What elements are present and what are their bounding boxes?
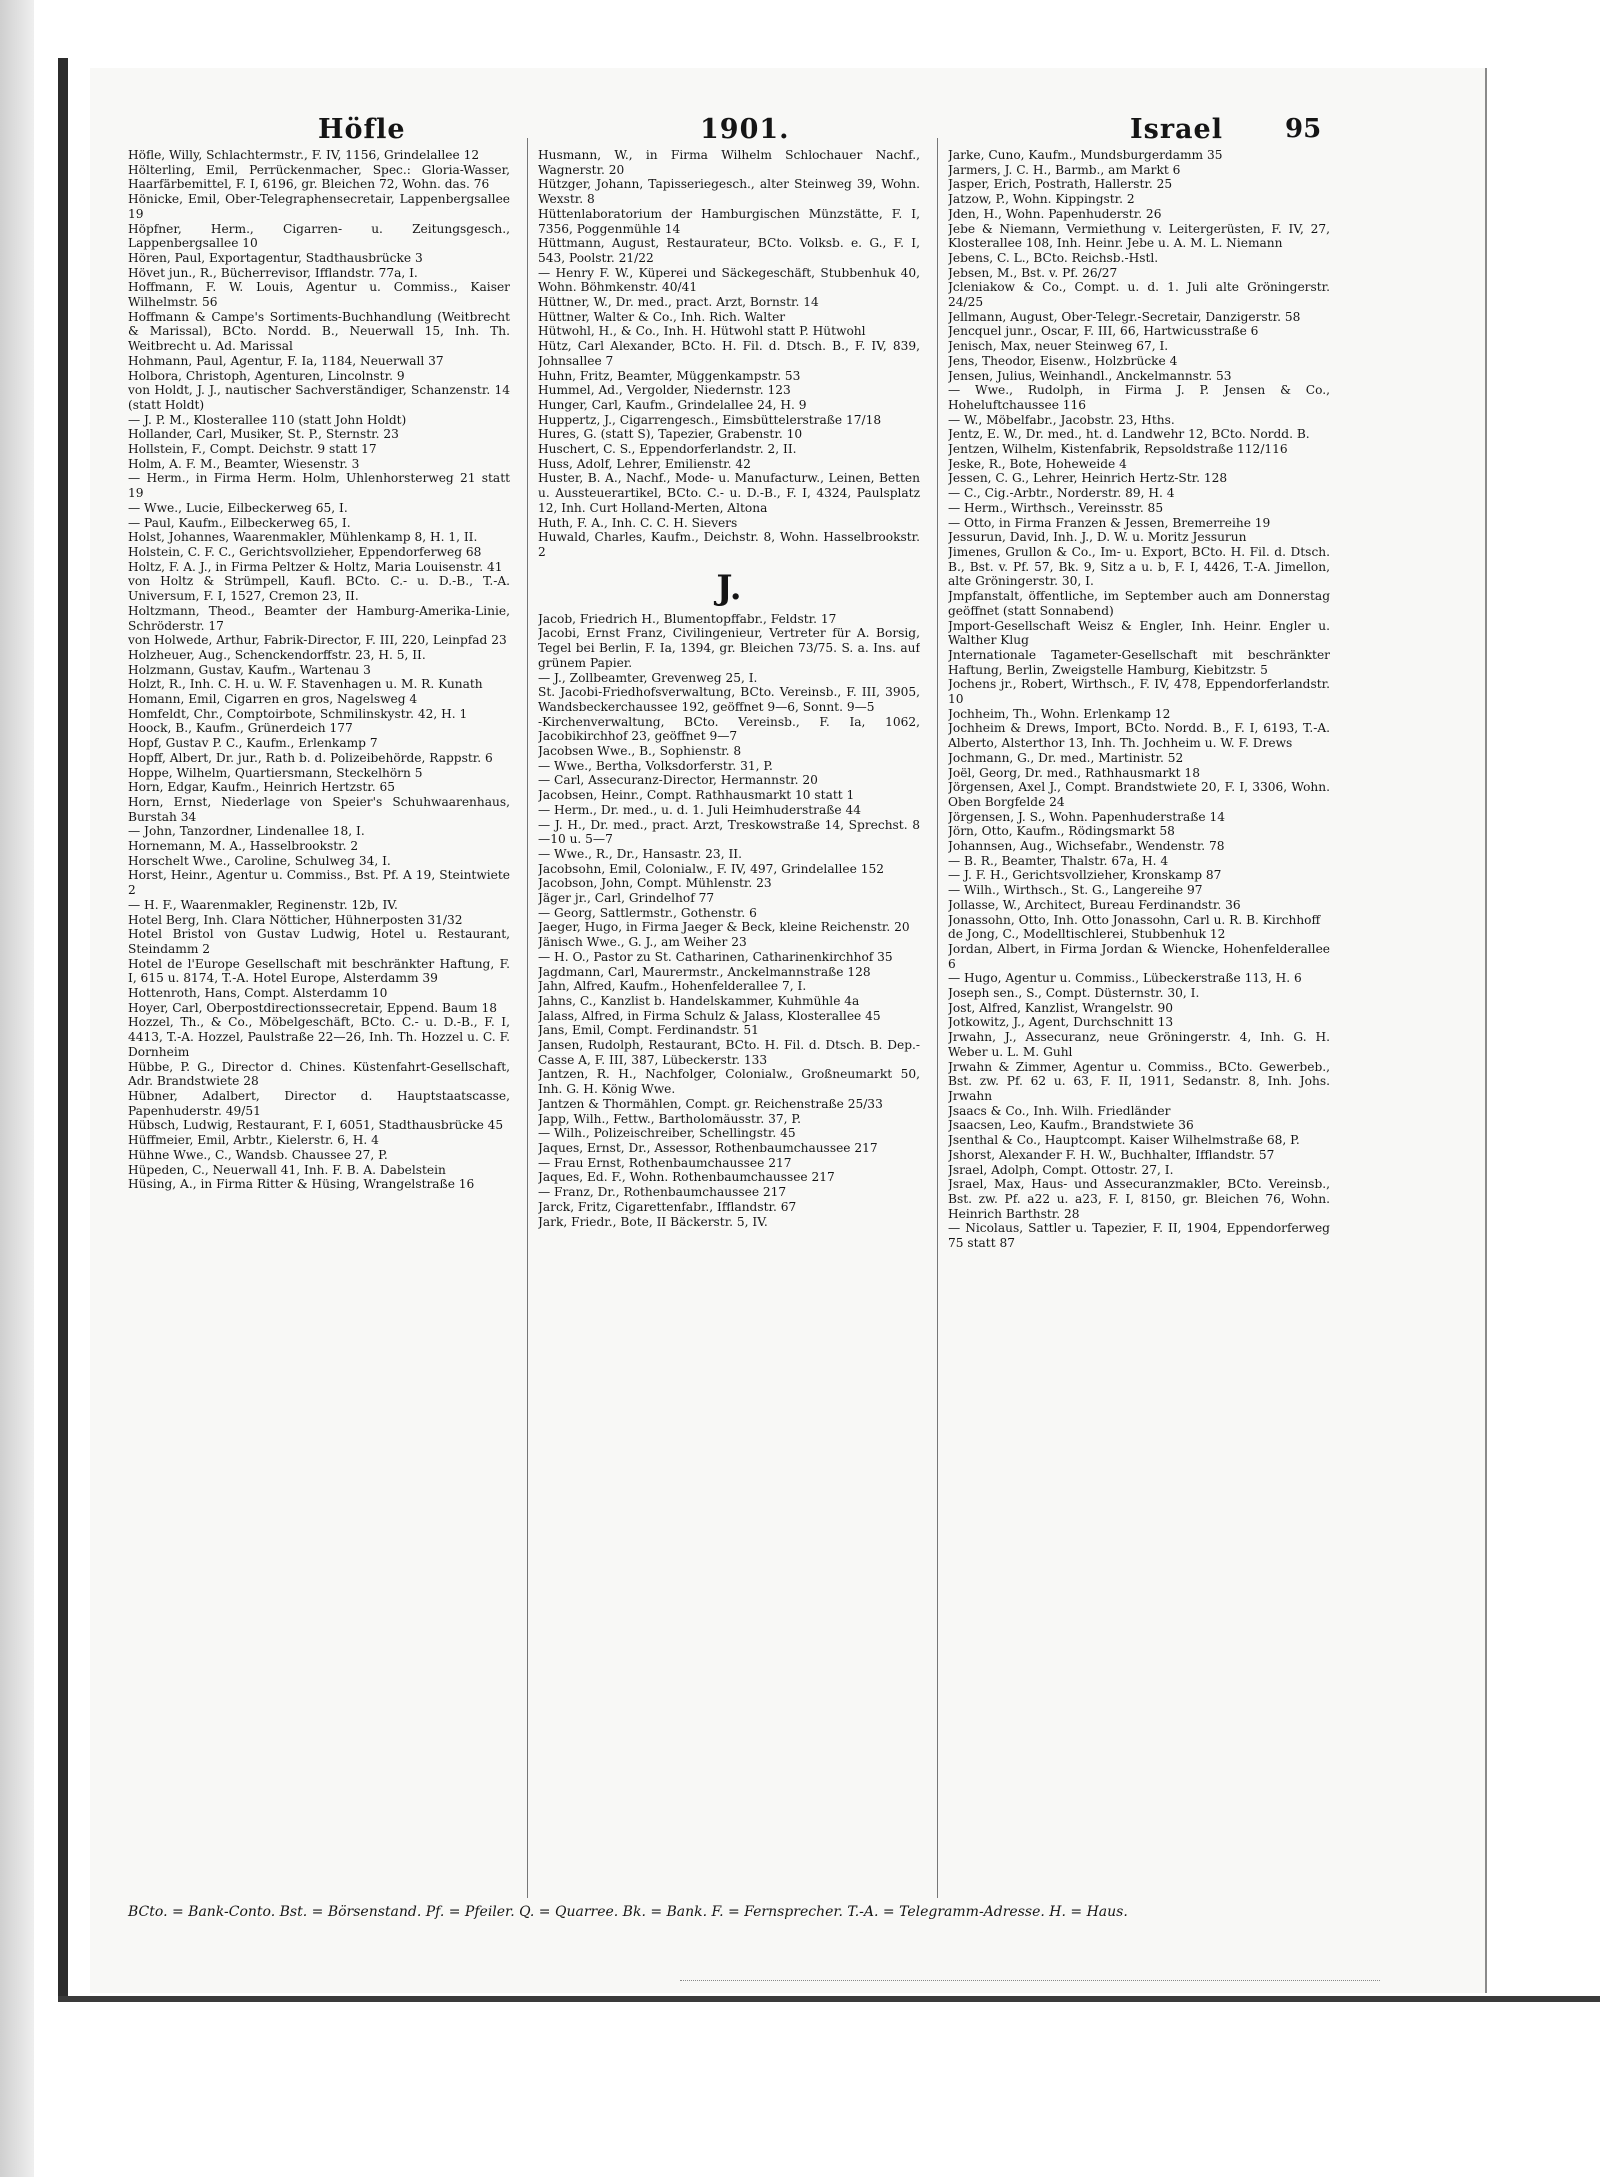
directory-entry: Huster, B. A., Nachf., Mode- u. Manufacturw., Leinen, Betten u. Aussteuerartikel, BCto. C.- u. D.-B., F. I, 4324, Paulsplatz 12, Inh. Curt Holland-Merten, Altona xyxy=(538,471,920,515)
directory-entry: — Herm., Wirthsch., Vereinsstr. 85 xyxy=(948,500,1164,515)
directory-entry: Jörgensen, J. S., Wohn. Papenhuderstraße 14 xyxy=(948,809,1225,824)
directory-entry: Hoffmann & Campe's Sortiments-Buchhandlung (Weitbrecht & Marissal), BCto. Nordd. B., Neuerwall 15, Inh. Th. Weitbrecht u. Ad. Marissal xyxy=(128,309,510,354)
directory-entry: Hüttmann, August, Restaurateur, BCto. Volksb. e. G., F. I, 543, Poolstr. 21/22 xyxy=(538,236,920,265)
directory-entry: Jebens, C. L., BCto. Reichsb.-Hstl. xyxy=(948,250,1159,265)
running-head-right: Israel xyxy=(1130,114,1223,145)
directory-entry: Hüttner, Walter & Co., Inh. Rich. Walter xyxy=(538,309,786,324)
directory-entry: Holbora, Christoph, Agenturen, Lincolnstr. 9 xyxy=(128,368,405,383)
directory-entry: Jaques, Ed. F., Wohn. Rothenbaumchaussee 217 xyxy=(538,1170,835,1185)
directory-entry: Hüsing, A., in Firma Ritter & Hüsing, Wrangelstraße 16 xyxy=(128,1177,475,1192)
directory-entry: Jark, Friedr., Bote, II Bäckerstr. 5, IV. xyxy=(538,1214,768,1229)
directory-entry: Jebsen, M., Bst. v. Pf. 26/27 xyxy=(948,265,1118,280)
directory-entry: Jmport-Gesellschaft Weisz & Engler, Inh. Heinr. Engler u. Walther Klug xyxy=(948,618,1330,648)
directory-entry: Jeske, R., Bote, Hoheweide 4 xyxy=(948,456,1127,471)
directory-entry: — Georg, Sattlermstr., Gothenstr. 6 xyxy=(538,905,757,920)
directory-entry: Hollander, Carl, Musiker, St. P., Sternstr. 23 xyxy=(128,427,399,442)
directory-entry: — Franz, Dr., Rothenbaumchaussee 217 xyxy=(538,1185,787,1200)
directory-entry: Jonassohn, Otto, Inh. Otto Jonassohn, Carl u. R. B. Kirchhoff xyxy=(948,912,1321,927)
directory-entry: Höfle, Willy, Schlachtermstr., F. IV, 1156, Grindelallee 12 xyxy=(128,148,480,162)
directory-entry: Jencquel junr., Oscar, F. III, 66, Hartwicusstraße 6 xyxy=(948,324,1259,339)
directory-entry: Jalass, Alfred, in Firma Schulz & Jalass, Klosterallee 45 xyxy=(538,1008,881,1023)
directory-entry: Hopff, Albert, Dr. jur., Rath b. d. Polizeibehörde, Rappstr. 6 xyxy=(128,750,493,765)
directory-entry: Horst, Heinr., Agentur u. Commiss., Bst. Pf. A 19, Steintwiete 2 xyxy=(128,868,510,898)
directory-entry: Hoppe, Wilhelm, Quartiersmann, Steckelhörn 5 xyxy=(128,765,423,780)
page-number: 95 xyxy=(1285,114,1322,144)
directory-entry: Jimenes, Grullon & Co., Im- u. Export, BCto. H. Fil. d. Dtsch. B., Bst. v. Pf. 57, Bk. 9, Sitz a u. b, F. I, 4426, T.-A. Jimellon, alte Gröningerstr. 30, I. xyxy=(948,544,1330,589)
directory-entry: Hüttenlaboratorium der Hamburgischen Münzstätte, F. I, 7356, Poggenmühle 14 xyxy=(538,206,920,236)
directory-entry: Hotel Bristol von Gustav Ludwig, Hotel u. Restaurant, Steindamm 2 xyxy=(128,927,510,956)
directory-entry: Jansen, Rudolph, Restaurant, BCto. H. Fil. d. Dtsch. B. Dep.-Casse A, F. III, 387, Lübeckerstr. 133 xyxy=(538,1038,920,1067)
directory-entry: Johannsen, Aug., Wichsefabr., Wendenstr. 78 xyxy=(948,839,1225,854)
directory-entry: Joseph sen., S., Compt. Düsternstr. 30, I. xyxy=(948,986,1200,1001)
directory-entry: Jantzen, R. H., Nachfolger, Colonialw., Großneumarkt 50, Inh. G. H. König Wwe. xyxy=(538,1067,920,1097)
directory-entry: — Paul, Kaufm., Eilbeckerweg 65, I. xyxy=(128,515,351,530)
directory-column-2 xyxy=(538,148,920,1888)
directory-entry: Jäger jr., Carl, Grindelhof 77 xyxy=(538,891,715,906)
directory-entry: Jsrael, Adolph, Compt. Ottostr. 27, I. xyxy=(948,1162,1174,1177)
running-head-year: 1901. xyxy=(700,114,790,145)
directory-entry: de Jong, C., Modelltischlerei, Stubbenhuk 12 xyxy=(948,927,1226,942)
directory-entry: Hopf, Gustav P. C., Kaufm., Erlenkamp 7 xyxy=(128,736,378,751)
directory-entry: Hövet jun., R., Bücherrevisor, Ifflandstr. 77a, I. xyxy=(128,265,418,280)
directory-entry: Jacobi, Ernst Franz, Civilingenieur, Vertreter für A. Borsig, Tegel bei Berlin, F. Ia, 1394, gr. Bleichen 73/75. S. a. Ins. auf grünem Papier. xyxy=(538,626,920,670)
directory-entry: Jahns, C., Kanzlist b. Handelskammer, Kuhmühle 4a xyxy=(538,993,860,1008)
directory-entry: Jens, Theodor, Eisenw., Holzbrücke 4 xyxy=(948,353,1178,368)
directory-entry: — Carl, Assecuranz-Director, Hermannstr. 20 xyxy=(538,773,818,788)
scan-margin xyxy=(0,0,34,2177)
directory-entry: Hornemann, M. A., Hasselbrookstr. 2 xyxy=(128,839,359,854)
directory-entry: Jochens jr., Robert, Wirthsch., F. IV, 478, Eppendorferlandstr. 10 xyxy=(948,677,1330,707)
directory-entry: Jentz, E. W., Dr. med., ht. d. Landwehr 12, BCto. Nordd. B. xyxy=(948,427,1310,442)
directory-entry: Huwald, Charles, Kaufm., Deichstr. 8, Wohn. Hasselbrookstr. 2 xyxy=(538,530,920,559)
directory-entry: St. Jacobi-Friedhofsverwaltung, BCto. Vereinsb., F. III, 3905, Wandsbeckerchaussee 192, geöffnet 9—6, Sonnt. 9—5 xyxy=(538,685,920,714)
directory-entry: Jordan, Albert, in Firma Jordan & Wiencke, Hohenfelderallee 6 xyxy=(948,941,1330,971)
directory-entry: Jacobsen, Heinr., Compt. Rathhausmarkt 10 statt 1 xyxy=(538,788,855,803)
directory-entry: Jarmers, J. C. H., Barmb., am Markt 6 xyxy=(948,162,1181,177)
directory-entry: — Herm., Dr. med., u. d. 1. Juli Heimhuderstraße 44 xyxy=(538,802,861,817)
directory-entry: — Wwe., Rudolph, in Firma J. P. Jensen & Co., Hoheluftchaussee 116 xyxy=(948,383,1330,412)
directory-entry: Jrwahn & Zimmer, Agentur u. Commiss., BCto. Gewerbeb., Bst. zw. Pf. 62 u. 63, F. II, 1911, Sedanstr. 8, Inh. Johs. Jrwahn xyxy=(948,1059,1330,1103)
directory-entry: Hunger, Carl, Kaufm., Grindelallee 24, H. 9 xyxy=(538,397,807,412)
directory-entry: Horschelt Wwe., Caroline, Schulweg 34, I. xyxy=(128,853,391,868)
directory-entry: Jänisch Wwe., G. J., am Weiher 23 xyxy=(538,935,747,950)
directory-entry: — Hugo, Agentur u. Commiss., Lübeckerstraße 113, H. 6 xyxy=(948,971,1302,986)
directory-entry: Hures, G. (statt S), Tapezier, Grabenstr. 10 xyxy=(538,427,803,442)
directory-entry: Jessen, C. G., Lehrer, Heinrich Hertz-Str. 128 xyxy=(948,471,1228,486)
scan-bottom-edge xyxy=(58,1996,1600,2002)
directory-entry: Jollasse, W., Architect, Bureau Ferdinandstr. 36 xyxy=(948,897,1241,912)
directory-entry: Jagdmann, Carl, Maurermstr., Anckelmannstraße 128 xyxy=(538,964,871,979)
directory-entry: Jacobsohn, Emil, Colonialw., F. IV, 497, Grindelallee 152 xyxy=(538,861,884,876)
directory-entry: Jörgensen, Axel J., Compt. Brandstwiete 20, F. I, 3306, Wohn. Oben Borgfelde 24 xyxy=(948,780,1330,809)
directory-entry: Jatzow, P., Wohn. Kippingstr. 2 xyxy=(948,192,1135,207)
directory-entry: Huppertz, J., Cigarrengesch., Eimsbüttelerstraße 17/18 xyxy=(538,412,882,427)
directory-entry: Jensen, Julius, Weinhandl., Anckelmannstr. 53 xyxy=(948,368,1232,383)
directory-entry: Jaques, Ernst, Dr., Assessor, Rothenbaumchaussee 217 xyxy=(538,1141,878,1155)
directory-entry: Hoock, B., Kaufm., Grünerdeich 177 xyxy=(128,721,353,736)
directory-entry: -Kirchenverwaltung, BCto. Vereinsb., F. Ia, 1062, Jacobikirchhof 23, geöffnet 9—7 xyxy=(538,714,920,744)
directory-entry: Horn, Ernst, Niederlage von Speier's Schuhwaarenhaus, Burstah 34 xyxy=(128,794,510,824)
directory-entry: Hüpeden, C., Neuerwall 41, Inh. F. B. A. Dabelstein xyxy=(128,1162,446,1177)
directory-entry: — W., Möbelfabr., Jacobstr. 23, Hths. xyxy=(948,412,1175,427)
directory-page xyxy=(90,68,1487,1993)
directory-entry: Jarck, Fritz, Cigarettenfabr., Ifflandstr. 67 xyxy=(538,1199,797,1214)
directory-entry: Hummel, Ad., Vergolder, Niedernstr. 123 xyxy=(538,383,791,398)
directory-entry: — C., Cig.-Arbtr., Norderstr. 89, H. 4 xyxy=(948,486,1175,501)
directory-entry: Japp, Wilh., Fettw., Bartholomäusstr. 37, P. xyxy=(538,1111,802,1126)
directory-entry: Jessurun, David, Inh. J., D. W. u. Moritz Jessurun xyxy=(948,530,1247,545)
directory-entry: Hübbe, P. G., Director d. Chines. Küstenfahrt-Gesellschaft, Adr. Brandstwiete 28 xyxy=(128,1059,510,1089)
directory-entry: Hören, Paul, Exportagentur, Stadthausbrücke 3 xyxy=(128,250,423,265)
directory-entry: Hohmann, Paul, Agentur, F. Ia, 1184, Neuerwall 37 xyxy=(128,353,444,368)
directory-entry: von Holdt, J. J., nautischer Sachverständiger, Schanzenstr. 14 (statt Holdt) xyxy=(128,383,510,412)
directory-entry: Holzt, R., Inh. C. H. u. W. F. Stavenhagen u. M. R. Kunath xyxy=(128,677,483,692)
directory-entry: Hölterling, Emil, Perrückenmacher, Spec.: Gloria-Wasser, Haarfärbemittel, F. I, 6196, gr. Bleichen 72, Wohn. das. 76 xyxy=(128,162,510,192)
directory-entry: — Otto, in Firma Franzen & Jessen, Bremerreihe 19 xyxy=(948,515,1271,530)
section-letter-heading: J. xyxy=(716,567,742,608)
directory-entry: Jrwahn, J., Assecuranz, neue Gröningerstr. 4, Inh. G. H. Weber u. L. M. Guhl xyxy=(948,1030,1330,1059)
directory-entry: Holstein, C. F. C., Gerichtsvollzieher, Eppendorferweg 68 xyxy=(128,544,482,559)
directory-entry: Jshorst, Alexander F. H. W., Buchhalter, Ifflandstr. 57 xyxy=(948,1147,1275,1162)
directory-entry: — H. F., Waarenmakler, Reginenstr. 12b, IV. xyxy=(128,897,398,912)
directory-entry: Huschert, C. S., Eppendorferlandstr. 2, II. xyxy=(538,442,797,457)
directory-entry: Homfeldt, Chr., Comptoirbote, Schmilinskystr. 42, H. 1 xyxy=(128,706,468,721)
directory-entry: von Holtz & Strümpell, Kaufl. BCto. C.- u. D.-B., T.-A. Universum, F. I, 1527, Cremon 23, II. xyxy=(128,574,510,604)
directory-entry: Hönicke, Emil, Ober-Telegraphensecretair, Lappenbergsallee 19 xyxy=(128,192,510,221)
directory-entry: — Frau Ernst, Rothenbaumchaussee 217 xyxy=(538,1155,792,1170)
directory-entry: — Wilh., Wirthsch., St. G., Langereihe 97 xyxy=(948,883,1203,898)
directory-entry: Husmann, W., in Firma Wilhelm Schlochauer Nachf., Wagnerstr. 20 xyxy=(538,148,920,177)
directory-entry: — B. R., Beamter, Thalstr. 67a, H. 4 xyxy=(948,853,1169,868)
directory-entry: Jacobson, John, Compt. Mühlenstr. 23 xyxy=(538,876,772,891)
directory-entry: Jochheim & Drews, Import, BCto. Nordd. B., F. I, 6193, T.-A. Alberto, Alsterthor 13, Inh. Th. Jochheim u. W. F. Drews xyxy=(948,721,1330,751)
directory-entry: Hüffmeier, Emil, Arbtr., Kielerstr. 6, H. 4 xyxy=(128,1133,379,1148)
directory-entry: Jacobsen Wwe., B., Sophienstr. 8 xyxy=(538,744,742,759)
directory-entry: Holzmann, Gustav, Kaufm., Wartenau 3 xyxy=(128,662,371,677)
directory-entry: Hottenroth, Hans, Compt. Alsterdamm 10 xyxy=(128,986,388,1001)
directory-entry: Jörn, Otto, Kaufm., Rödingsmarkt 58 xyxy=(948,824,1175,839)
directory-entry: Jochheim, Th., Wohn. Erlenkamp 12 xyxy=(948,706,1171,721)
directory-entry: — J., Zollbeamter, Grevenweg 25, I. xyxy=(538,670,758,685)
directory-entry: Hütwohl, H., & Co., Inh. H. Hütwohl statt P. Hütwohl xyxy=(538,324,866,339)
directory-entry: Jost, Alfred, Kanzlist, Wrangelstr. 90 xyxy=(948,1000,1173,1015)
directory-entry: Jacob, Friedrich H., Blumentopffabr., Feldstr. 17 xyxy=(538,611,837,626)
directory-entry: Jentzen, Wilhelm, Kistenfabrik, Repsoldstraße 112/116 xyxy=(948,442,1288,457)
directory-entry: — H. O., Pastor zu St. Catharinen, Catharinenkirchhof 35 xyxy=(538,949,893,964)
directory-entry: Hozzel, Th., & Co., Möbelgeschäft, BCto. C.- u. D.-B., F. I, 4413, T.-A. Hozzel, Paulstraße 22—26, Inh. Th. Hozzel u. C. F. Dornheim xyxy=(128,1015,510,1059)
directory-entry: Holzheuer, Aug., Schenckendorffstr. 23, H. 5, II. xyxy=(128,647,426,662)
directory-entry: Jmpfanstalt, öffentliche, im September auch am Donnerstag geöffnet (statt Sonnabend) xyxy=(948,589,1330,618)
scan-dotted-line xyxy=(680,1980,1380,1989)
directory-entry: Hütz, Carl Alexander, BCto. H. Fil. d. Dtsch. B., F. IV, 839, Johnsallee 7 xyxy=(538,339,920,368)
directory-entry: Jsrael, Max, Haus- und Assecuranzmakler, BCto. Vereinsb., Bst. zw. Pf. a22 u. a23, F. I, 8150, gr. Bleichen 76, Wohn. Heinrich Barthstr. 28 xyxy=(948,1177,1330,1221)
directory-entry: Holtz, F. A. J., in Firma Peltzer & Holtz, Maria Louisenstr. 41 xyxy=(128,559,503,574)
directory-entry: Huhn, Fritz, Beamter, Müggenkampstr. 53 xyxy=(538,368,801,383)
abbreviation-legend: BCto. = Bank-Conto. Bst. = Börsenstand. Pf. = Pfeiler. Q. = Quarree. Bk. = Bank. F. = Fernsprecher. T.-A. = Telegramm-Adresse. H. = Haus. xyxy=(128,1904,1128,1920)
directory-entry: Jaeger, Hugo, in Firma Jaeger & Beck, kleine Reichenstr. 20 xyxy=(538,920,910,935)
directory-entry: Holtzmann, Theod., Beamter der Hamburg-Amerika-Linie, Schröderstr. 17 xyxy=(128,603,510,633)
directory-entry: — J. P. M., Klosterallee 110 (statt John Holdt) xyxy=(128,412,407,427)
directory-entry: Hübsch, Ludwig, Restaurant, F. I, 6051, Stadthausbrücke 45 xyxy=(128,1118,504,1133)
directory-entry: Holst, Johannes, Waarenmakler, Mühlenkamp 8, H. 1, II. xyxy=(128,530,478,545)
directory-entry: Huth, F. A., Inh. C. C. H. Sievers xyxy=(538,515,738,530)
directory-entry: Jcleniakow & Co., Compt. u. d. 1. Juli alte Gröningerstr. 24/25 xyxy=(948,280,1330,310)
directory-entry: — Herm., in Firma Herm. Holm, Uhlenhorsterweg 21 statt 19 xyxy=(128,471,510,501)
column-divider xyxy=(937,138,938,1898)
directory-entry: Jellmann, August, Ober-Telegr.-Secretair, Danzigerstr. 58 xyxy=(948,309,1301,324)
directory-entry: Huss, Adolf, Lehrer, Emilienstr. 42 xyxy=(538,456,751,471)
directory-entry: Homann, Emil, Cigarren en gros, Nagelsweg 4 xyxy=(128,692,418,707)
directory-entry: Hotel Berg, Inh. Clara Nötticher, Hühnerposten 31/32 xyxy=(128,912,463,927)
directory-entry: Jebe & Niemann, Vermiethung v. Leitergerüsten, F. IV, 27, Klosterallee 108, Inh. Heinr. Jebe u. A. M. L. Niemann xyxy=(948,221,1330,251)
directory-entry: Jarke, Cuno, Kaufm., Mundsburgerdamm 35 xyxy=(948,148,1223,162)
directory-entry: Jantzen & Thormählen, Compt. gr. Reichenstraße 25/33 xyxy=(538,1096,883,1111)
directory-column-3 xyxy=(948,148,1330,1888)
directory-entry: Jotkowitz, J., Agent, Durchschnitt 13 xyxy=(948,1015,1174,1030)
directory-entry: — J. H., Dr. med., pract. Arzt, Treskowstraße 14, Sprechst. 8—10 u. 5—7 xyxy=(538,817,920,847)
directory-entry: Jahn, Alfred, Kaufm., Hohenfelderallee 7, I. xyxy=(538,979,807,994)
directory-entry: Jsenthal & Co., Hauptcompt. Kaiser Wilhelmstraße 68, P. xyxy=(948,1133,1300,1148)
directory-entry: Hoffmann, F. W. Louis, Agentur u. Commiss., Kaiser Wilhelmstr. 56 xyxy=(128,280,510,310)
directory-entry: von Holwede, Arthur, Fabrik-Director, F. III, 220, Leinpfad 23 xyxy=(128,633,507,648)
directory-entry: — Wilh., Polizeischreiber, Schellingstr. 45 xyxy=(538,1126,796,1141)
directory-entry: Hoyer, Carl, Oberpostdirectionssecretair, Eppend. Baum 18 xyxy=(128,1000,498,1015)
directory-entry: Hotel de l'Europe Gesellschaft mit beschränkter Haftung, F. I, 615 u. 8174, T.-A. Hotel Europe, Alsterdamm 39 xyxy=(128,956,510,986)
directory-entry: — Wwe., Lucie, Eilbeckerweg 65, I. xyxy=(128,500,348,515)
directory-entry: Jnternationale Tagameter-Gesellschaft mit beschränkter Haftung, Berlin, Zweigstelle Hamburg, Kiebitzstr. 5 xyxy=(948,647,1330,677)
directory-entry: Joël, Georg, Dr. med., Rathhausmarkt 18 xyxy=(948,765,1200,780)
directory-entry: — Henry F. W., Küperei und Säckegeschäft, Stubbenhuk 40, Wohn. Böhmkenstr. 40/41 xyxy=(538,265,920,295)
directory-entry: Holm, A. F. M., Beamter, Wiesenstr. 3 xyxy=(128,456,360,471)
directory-entry: Hühne Wwe., C., Wandsb. Chaussee 27, P. xyxy=(128,1147,388,1162)
directory-entry: Jochmann, G., Dr. med., Martinistr. 52 xyxy=(948,750,1184,765)
directory-entry: Jasper, Erich, Postrath, Hallerstr. 25 xyxy=(948,177,1173,192)
directory-entry: Jenisch, Max, neuer Steinweg 67, I. xyxy=(948,339,1169,354)
running-head-left: Höfle xyxy=(318,114,406,145)
directory-entry: Hübner, Adalbert, Director d. Hauptstaatscasse, Papenhuderstr. 49/51 xyxy=(128,1089,510,1118)
directory-entry: — Wwe., Bertha, Volksdorferstr. 31, P. xyxy=(538,758,773,773)
directory-entry: Jsaacsen, Leo, Kaufm., Brandstwiete 36 xyxy=(948,1118,1194,1133)
directory-entry: Höpfner, Herm., Cigarren- u. Zeitungsgesch., Lappenbergsallee 10 xyxy=(128,221,510,251)
directory-entry: — John, Tanzordner, Lindenallee 18, I. xyxy=(128,824,365,839)
directory-entry: Jsaacs & Co., Inh. Wilh. Friedländer xyxy=(948,1103,1171,1118)
directory-entry: Horn, Edgar, Kaufm., Heinrich Hertzstr. 65 xyxy=(128,780,396,795)
directory-entry: Jans, Emil, Compt. Ferdinandstr. 51 xyxy=(538,1023,759,1038)
directory-entry: Hollstein, F., Compt. Deichstr. 9 statt 17 xyxy=(128,442,377,457)
directory-entry: Hüttner, W., Dr. med., pract. Arzt, Bornstr. 14 xyxy=(538,295,819,310)
directory-entry: — J. F. H., Gerichtsvollzieher, Kronskamp 87 xyxy=(948,868,1222,883)
directory-entry: Hützger, Johann, Tapisseriegesch., alter Steinweg 39, Wohn. Wexstr. 8 xyxy=(538,177,920,207)
directory-entry: Jden, H., Wohn. Papenhuderstr. 26 xyxy=(948,206,1162,221)
scan-binding-edge xyxy=(58,58,68,2000)
directory-column-1 xyxy=(128,148,510,1888)
directory-entry: — Wwe., R., Dr., Hansastr. 23, II. xyxy=(538,846,742,861)
column-divider xyxy=(527,138,528,1898)
directory-entry: — Nicolaus, Sattler u. Tapezier, F. II, 1904, Eppendorferweg 75 statt 87 xyxy=(948,1221,1330,1251)
